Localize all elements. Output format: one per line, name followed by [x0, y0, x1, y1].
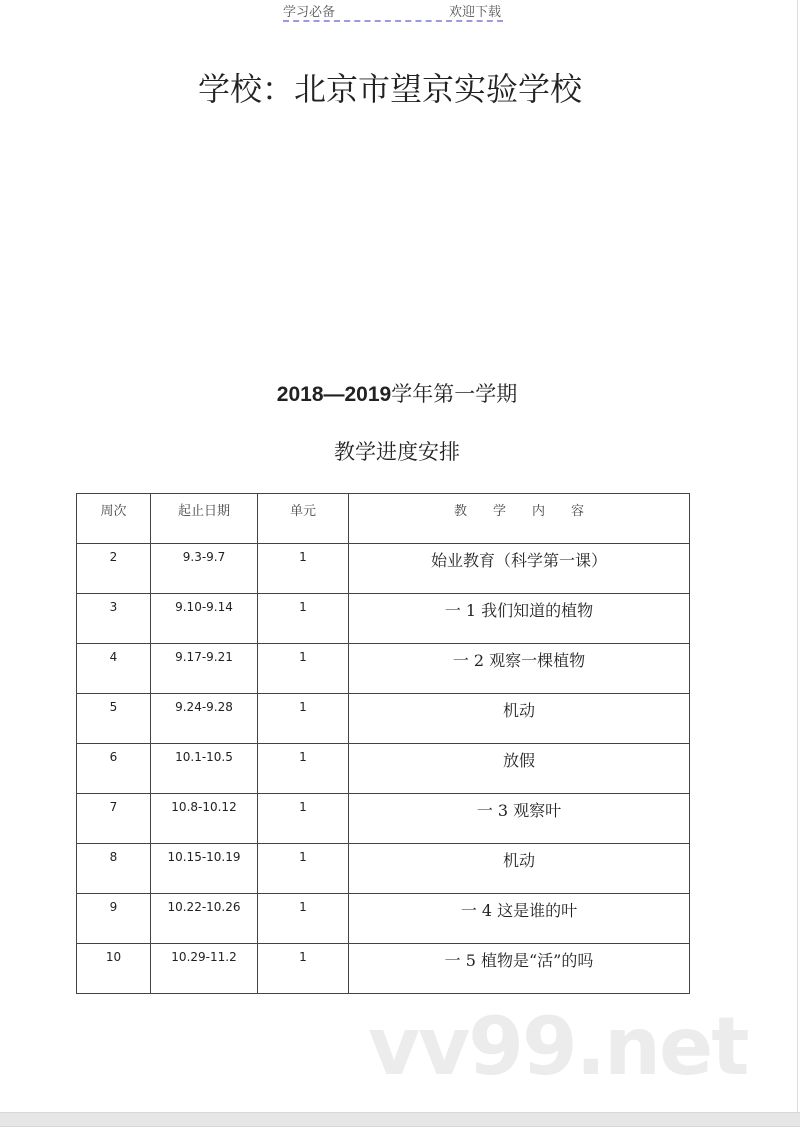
schedule-table: [76, 493, 690, 994]
content-cell: 机动: [349, 844, 690, 894]
unit-cell: 1: [258, 544, 349, 594]
date-cell: 10.15-10.19: [151, 844, 258, 894]
column-header: 教 学 内 容: [349, 494, 690, 544]
column-header: 起止日期: [151, 494, 258, 544]
table-row: [77, 794, 690, 844]
date-cell: 9.17-9.21: [151, 644, 258, 694]
table-row: [77, 594, 690, 644]
week-cell: 4: [77, 644, 151, 694]
week-cell: 2: [77, 544, 151, 594]
week-cell: 7: [77, 794, 151, 844]
table-row: [77, 544, 690, 594]
unit-cell: 1: [258, 894, 349, 944]
unit-cell: 1: [258, 644, 349, 694]
table-row: [77, 844, 690, 894]
unit-cell: 1: [258, 844, 349, 894]
content-cell: 一 3 观察叶: [349, 794, 690, 844]
school-title: 学校：北京市望京实验学校: [197, 70, 582, 108]
term-label: 学年第一学期: [391, 382, 518, 406]
page-header: [283, 0, 503, 22]
header-right: 欢迎下载: [448, 5, 501, 20]
date-cell: 10.8-10.12: [151, 794, 258, 844]
table-row: [77, 644, 690, 694]
page-separator: [0, 1112, 800, 1127]
unit-cell: 1: [258, 694, 349, 744]
date-cell: 9.10-9.14: [151, 594, 258, 644]
week-cell: 3: [77, 594, 151, 644]
week-cell: 6: [77, 744, 151, 794]
date-cell: 9.24-9.28: [151, 694, 258, 744]
header-left: 学习必备: [283, 5, 336, 20]
content-cell: 一 2 观察一棵植物: [349, 644, 690, 694]
content-cell: 机动: [349, 694, 690, 744]
week-cell: 5: [77, 694, 151, 744]
unit-cell: 1: [258, 944, 349, 994]
table-row: [77, 694, 690, 744]
date-cell: 10.29-11.2: [151, 944, 258, 994]
term-years: 2018—2019: [276, 383, 392, 406]
unit-cell: 1: [258, 594, 349, 644]
column-header: 周次: [77, 494, 151, 544]
date-cell: 10.22-10.26: [151, 894, 258, 944]
content-cell: 一 5 植物是“活”的吗: [349, 944, 690, 994]
week-cell: 9: [77, 894, 151, 944]
week-cell: 8: [77, 844, 151, 894]
unit-cell: 1: [258, 794, 349, 844]
table-row: [77, 944, 690, 994]
content-cell: 一 4 这是谁的叶: [349, 894, 690, 944]
table-row: [77, 894, 690, 944]
term-title: [0, 378, 794, 408]
content-cell: 放假: [349, 744, 690, 794]
column-header: 单元: [258, 494, 349, 544]
schedule-subtitle: 教学进度安排: [334, 440, 460, 464]
unit-cell: 1: [258, 744, 349, 794]
content-cell: 始业教育（科学第一课）: [349, 544, 690, 594]
date-cell: 9.3-9.7: [151, 544, 258, 594]
table-header-row: [77, 494, 690, 544]
date-cell: 10.1-10.5: [151, 744, 258, 794]
watermark: vv99.net: [368, 1000, 748, 1093]
content-cell: 一 1 我们知道的植物: [349, 594, 690, 644]
week-cell: 10: [77, 944, 151, 994]
table-row: [77, 744, 690, 794]
